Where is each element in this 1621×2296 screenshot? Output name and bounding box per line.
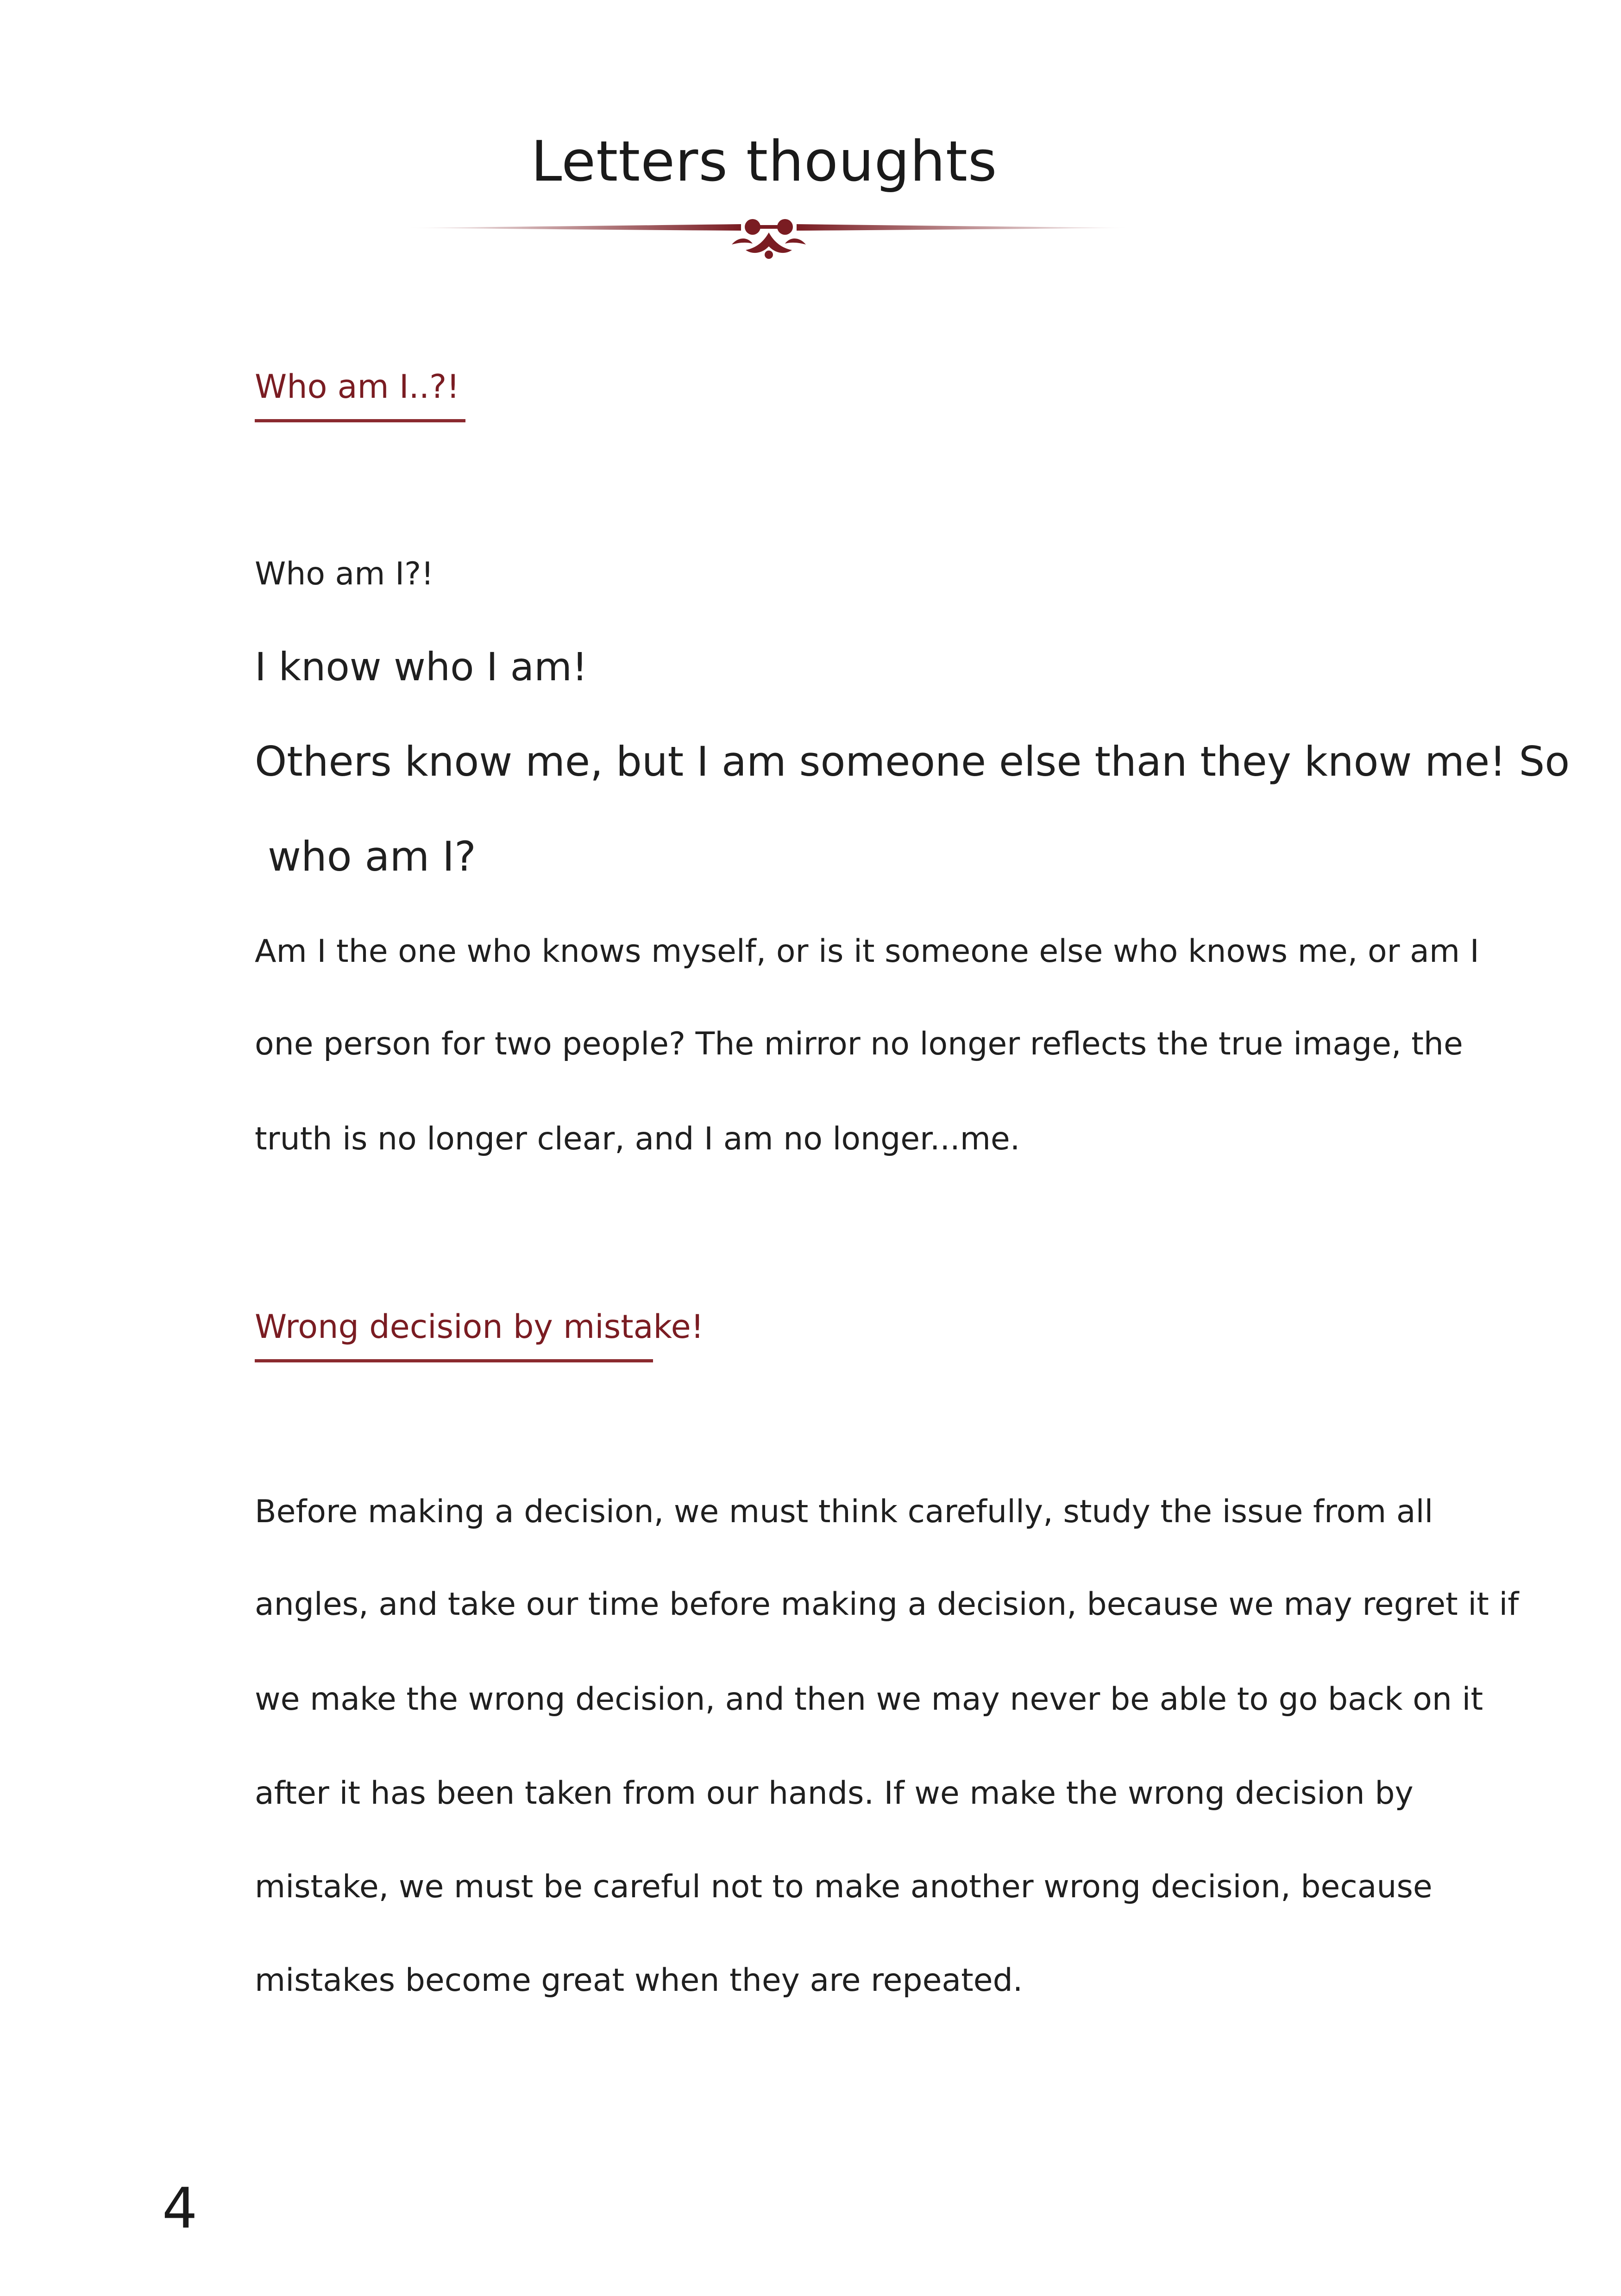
body-line: Who am I?! — [255, 556, 434, 592]
section-heading-wrong-decision: Wrong decision by mistake! — [255, 1308, 704, 1346]
section-heading-underline — [255, 419, 465, 422]
body-line: mistake, we must be careful not to make another wrong decision, because — [255, 1869, 1433, 1905]
body-line: I know who I am! — [255, 644, 588, 690]
section-heading-underline — [255, 1359, 653, 1362]
body-line: we make the wrong decision, and then we may never be able to go back on it — [255, 1681, 1483, 1718]
page-title: Letters thoughts — [531, 130, 998, 194]
fleuron-divider-icon — [408, 204, 1130, 269]
body-line: angles, and take our time before making a decision, because we may regret it if — [255, 1586, 1519, 1623]
page-number: 4 — [162, 2177, 198, 2241]
body-line: who am I? — [255, 833, 476, 880]
body-line: Before making a decision, we must think carefully, study the issue from all — [255, 1493, 1433, 1530]
body-line: one person for two people? The mirror no longer reflects the true image, the — [255, 1026, 1463, 1062]
body-line: mistakes become great when they are repeated. — [255, 1962, 1023, 1999]
body-line: after it has been taken from our hands. If we make the wrong decision by — [255, 1775, 1414, 1812]
body-line: truth is no longer clear, and I am no longer...me. — [255, 1121, 1020, 1157]
body-line: Others know me, but I am someone else than they know me! So — [255, 738, 1570, 785]
body-line: Am I the one who knows myself, or is it someone else who knows me, or am I — [255, 933, 1479, 970]
section-heading-who-am-i: Who am I..?! — [255, 368, 460, 406]
